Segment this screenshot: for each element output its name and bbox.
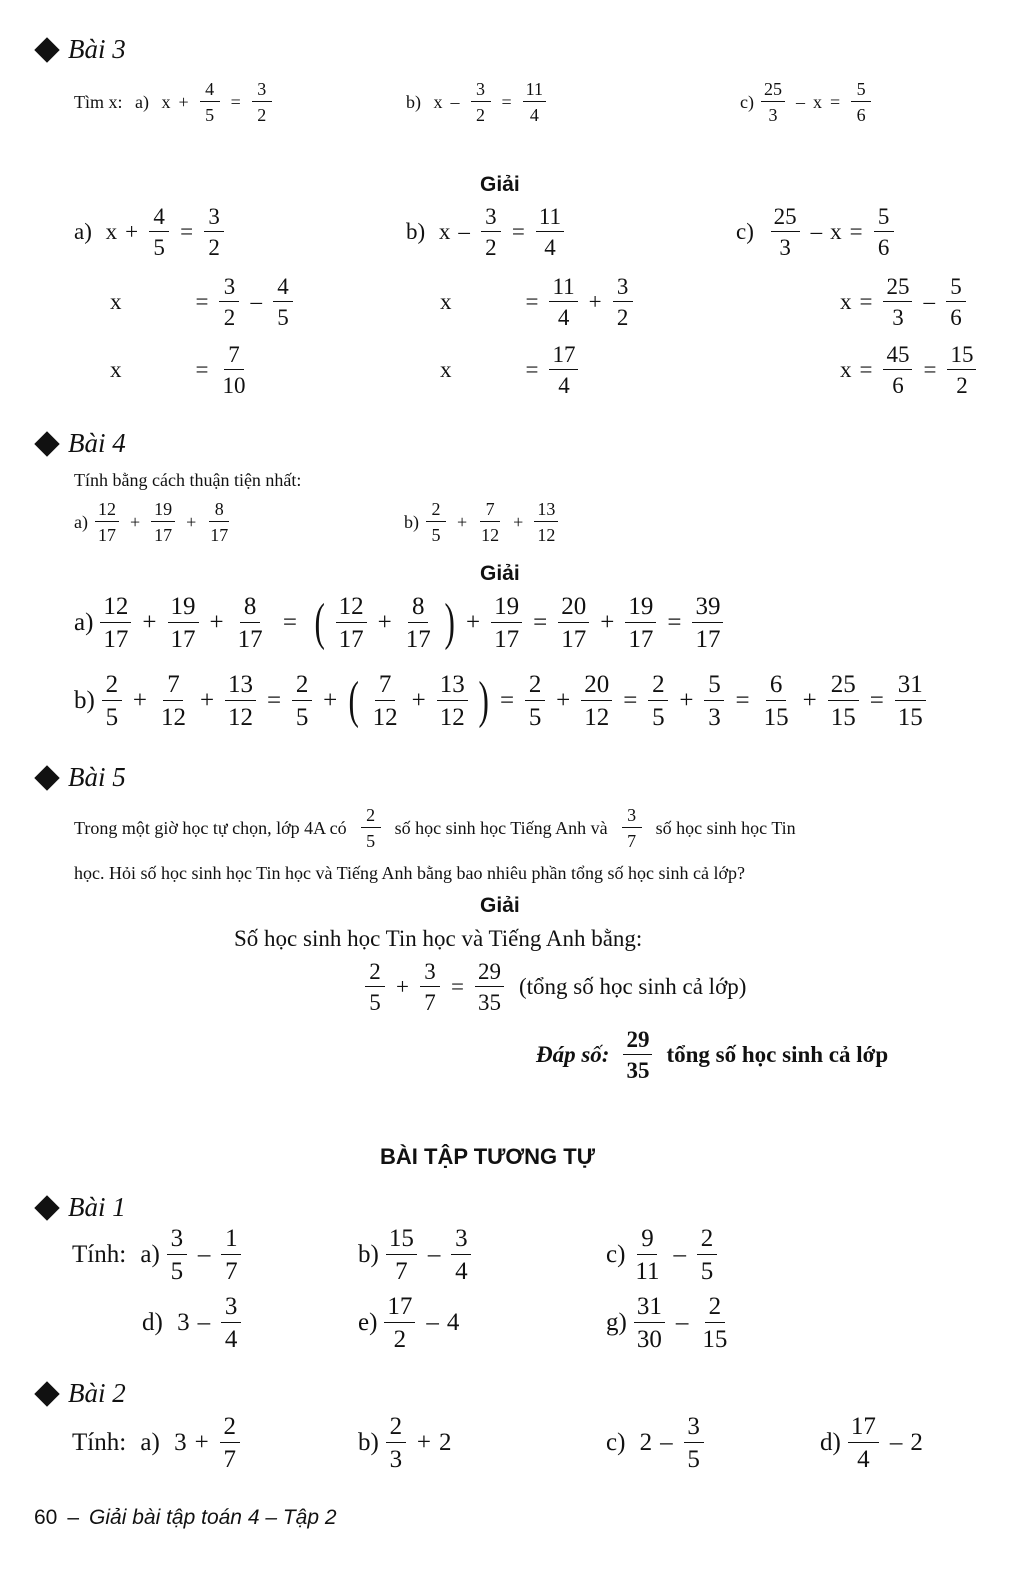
bai5-solution-line: Số học sinh học Tin học và Tiếng Anh bằng: [234, 926, 643, 951]
bai4-sol-b: b) $\frac{2}{5}$ + $\frac{7}{12}$ + $\frac{13}{12}$ = $\frac{2}{5}$ + ( $\frac{7}{12}$ + $\frac{13}{12}$ ) = $\frac{2}{5}$ + $\frac{20}{12}$ = $\frac{2}{5}$ + $\frac{5}{3}$ = $\frac{6}{15}$ + $\frac{25}{15}$ = $\frac{31}{15}$ [74, 672, 929, 730]
bai4-prompt: Tính bằng cách thuận tiện nhất: [74, 470, 302, 490]
bai3-sol-c3: x = $\frac{45}{6}$ = $\frac{15}{2}$ [840, 343, 979, 397]
page-number: 60 [34, 1506, 58, 1529]
diamond-icon [34, 765, 59, 790]
bt2-problem-a: Tính: a) 3 + $\frac{2}{7}$ [72, 1414, 243, 1472]
bai5-text-line1: Trong một giờ học tự chọn, lớp 4A có $\frac{2}{5}$ số học sinh học Tiếng Anh và $\frac{3}{7}$ số học sinh học Tin [74, 805, 796, 851]
bai3-sol-c2: x = $\frac{25}{3}$ – $\frac{5}{6}$ [840, 275, 969, 329]
bt1-problem-e: e) $\frac{17}{2}$ – 4 [358, 1293, 460, 1353]
bt1-problem-d: d) 3 – $\frac{3}{4}$ [142, 1294, 244, 1352]
bai5-giai-heading: Giải [480, 894, 520, 917]
bai3-sol-b3: x = $\frac{17}{4}$ [440, 343, 581, 397]
book-title: Giải bài tập toán 4 – Tập 2 [89, 1506, 337, 1529]
page-footer: 60 – Giải bài tập toán 4 – Tập 2 [34, 1506, 337, 1529]
bai4-heading: Bài 4 [38, 428, 126, 459]
bt2-heading: Bài 2 [38, 1378, 126, 1409]
bt1-heading: Bài 1 [38, 1192, 126, 1223]
diamond-icon [34, 37, 59, 62]
diamond-icon [34, 1195, 59, 1220]
bai4-giai-heading: Giải [480, 562, 520, 585]
bt1-problem-c: c) $\frac{9}{11}$ – $\frac{2}{5}$ [606, 1226, 720, 1284]
bai3-sol-b1: b) x – $\frac{3}{2}$ = $\frac{11}{4}$ [406, 205, 567, 259]
bai3-sol-c1: c) $\frac{25}{3}$ – x = $\frac{5}{6}$ [736, 205, 897, 259]
bai3-sol-a3: x = $\frac{7}{10}$ [110, 342, 246, 398]
bt1-problem-g: g) $\frac{31}{30}$ – $\frac{2}{15}$ [606, 1293, 728, 1353]
bai5-solution-equation: $\frac{2}{5}$ + $\frac{3}{7}$ = $\frac{29}{35}$ (tổng số học sinh cả lớp) [362, 960, 746, 1014]
bai3-sol-a2: x = $\frac{3}{2}$ – $\frac{4}{5}$ [110, 275, 296, 329]
bai3-problem-b: b) x – $\frac{3}{2}$ = $\frac{11}{4}$ [406, 80, 549, 124]
bai5-text-line2: học. Hỏi số học sinh học Tin học và Tiếng Anh bằng bao nhiêu phần tổng số học sinh cả lớp? [74, 863, 745, 883]
bai3-sol-b2: x = $\frac{11}{4}$ + $\frac{3}{2}$ [440, 275, 636, 329]
bt2-problem-c: c) 2 – $\frac{3}{5}$ [606, 1414, 707, 1472]
bai5-heading: Bài 5 [38, 762, 126, 793]
bai3-problem-c: c) $\frac{25}{3}$ – x = $\frac{5}{6}$ [740, 80, 874, 124]
bai3-giai-heading: Giải [480, 173, 520, 196]
bai3-sol-a1: a) x + $\frac{4}{5}$ = $\frac{3}{2}$ [74, 205, 227, 259]
bt2-problem-d: d) $\frac{17}{4}$ – 2 [820, 1413, 923, 1473]
diamond-icon [34, 431, 59, 456]
bai5-answer: Đáp số: $\frac{29}{35}$ tổng số học sinh cả lớp [536, 1027, 889, 1083]
bt1-problem-a: Tính: a) $\frac{3}{5}$ – $\frac{1}{7}$ [72, 1226, 244, 1284]
bt2-problem-b: b) $\frac{2}{3}$ + 2 [358, 1413, 452, 1473]
bai3-heading: Bài 3 [38, 34, 126, 65]
similar-exercises-title: BÀI TẬP TƯƠNG TỰ [380, 1144, 595, 1169]
bai4-problem-b: b) $\frac{2}{5}$ + $\frac{7}{12}$ + $\frac{13}{12}$ [404, 500, 561, 544]
bai4-problem-a: a) $\frac{12}{17}$ + $\frac{19}{17}$ + $\frac{8}{17}$ [74, 499, 229, 545]
diamond-icon [34, 1381, 59, 1406]
bai4-sol-a: a) $\frac{12}{17}$ + $\frac{19}{17}$ + $\frac{8}{17}$ = ( $\frac{12}{17}$ + $\frac{8}{17}$ ) + $\frac{19}{17}$ = $\frac{20}{17}$ + $\frac{19}{17}$ = $\frac{39}{17}$ [74, 594, 726, 652]
bt1-problem-b: b) $\frac{15}{7}$ – $\frac{3}{4}$ [358, 1226, 474, 1284]
bai3-problem-a: Tìm x: a) x + $\frac{4}{5}$ = $\frac{3}{2}$ [74, 80, 275, 124]
